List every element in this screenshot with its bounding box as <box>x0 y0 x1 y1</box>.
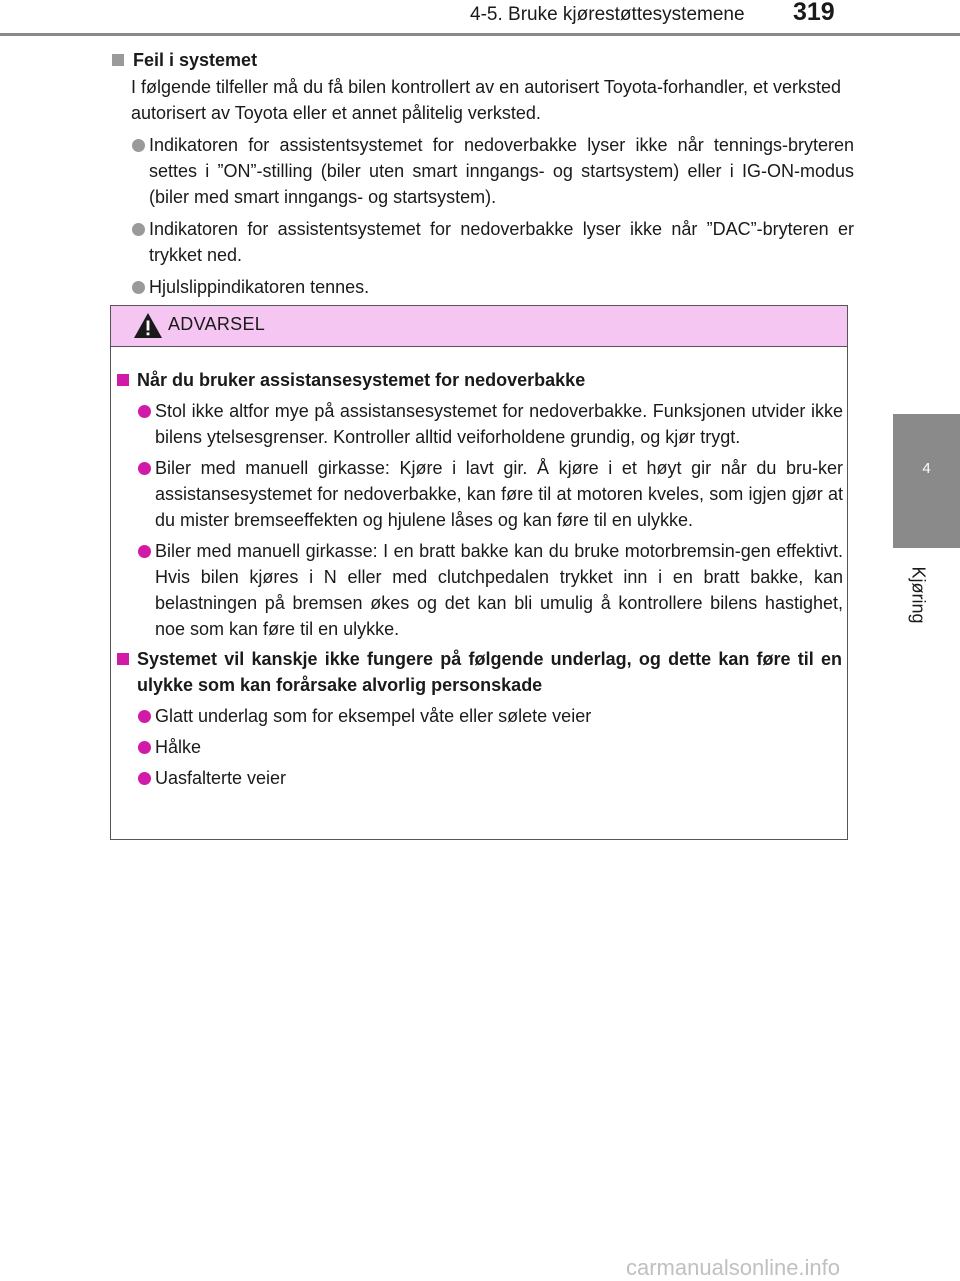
circle-bullet-icon <box>138 772 151 785</box>
warning-subheading-text: Når du bruker assistansesystemet for nedoverbakke <box>137 370 586 390</box>
watermark-link[interactable]: carmanualsonline.info <box>626 1255 841 1280</box>
warning-triangle-icon <box>133 312 163 339</box>
list-item-text: Indikatoren for assistentsystemet for nedoverbakke lyser ikke når ”DAC”-bryteren er trykket ned. <box>149 219 854 265</box>
warning-list-item-text: Hålke <box>155 737 202 757</box>
page-number: 319 <box>793 0 835 26</box>
list-item <box>112 216 854 268</box>
warning-header <box>111 306 847 347</box>
square-bullet-icon <box>117 653 129 665</box>
circle-bullet-icon <box>132 139 145 152</box>
warning-list-item <box>117 455 843 533</box>
warning-box <box>110 305 848 840</box>
chapter-label-box <box>908 560 928 630</box>
warning-subheading-text: Systemet vil kanskje ikke fungere på følgende underlag, og dette kan føre til en ulykke som kan forårsake alvorlig personskade <box>137 649 842 695</box>
circle-bullet-icon <box>138 405 151 418</box>
circle-bullet-icon <box>138 462 151 475</box>
warning-list-item-text: Biler med manuell girkasse: Kjøre i lavt gir. Å kjøre i et høyt gir når du bru-ker assistansesystemet for nedoverbakke, kan føre til at motoren kveles, som igjen gjør at du mister bremseeffekten og hjulene låses og kan føre til en ulykke. <box>155 458 843 530</box>
warning-list-item <box>117 398 843 450</box>
section-heading <box>112 46 854 74</box>
circle-bullet-icon <box>138 545 151 558</box>
square-bullet-icon <box>112 54 124 66</box>
section-heading-text: Feil i systemet <box>133 50 258 70</box>
circle-bullet-icon <box>132 281 145 294</box>
warning-list-item <box>117 734 843 760</box>
intro-paragraph: I følgende tilfeller må du få bilen kontrollert av en autorisert Toyota-forhandler, et verksted autorisert av Toyota eller et annet pålitelig verksted. <box>131 77 842 123</box>
warning-list-item <box>117 703 843 729</box>
warning-list-item <box>117 765 843 791</box>
chapter-label: Kjøring <box>908 566 929 624</box>
circle-bullet-icon <box>138 710 151 723</box>
chapter-number: 4 <box>922 460 931 477</box>
list-item <box>112 274 854 300</box>
warning-list-item-text: Glatt underlag som for eksempel våte eller sølete veier <box>155 706 592 726</box>
warning-subheading <box>117 646 842 698</box>
list-item-text: Indikatoren for assistentsystemet for nedoverbakke lyser ikke når tennings-bryteren settes i ”ON”-stilling (biler uten smart inngangs- og startsystem) eller i IG-ON-modus (biler med smart inngangs- og startsystem). <box>149 135 854 207</box>
warning-body <box>111 347 847 791</box>
chapter-tab <box>893 414 960 548</box>
header-divider <box>0 33 960 36</box>
warning-list-item <box>117 538 843 642</box>
warning-list-item-text: Uasfalterte veier <box>155 768 287 788</box>
square-bullet-icon <box>117 374 129 386</box>
warning-list-item-text: Biler med manuell girkasse: I en bratt bakke kan du bruke motorbremsin-gen effektivt. Hvis bilen kjøres i N eller med clutchpedalen trykket inn i en bratt bakke, kan belastningen på bremsen økes og det kan bli umulig å kontrollere bilens hastighet, noe som kan føre til en ulykke. <box>155 541 843 639</box>
list-item <box>112 132 854 210</box>
section-title: 4-5. Bruke kjørestøttesystemene <box>470 4 745 25</box>
circle-bullet-icon <box>132 223 145 236</box>
warning-title: ADVARSEL <box>168 314 266 334</box>
warning-subheading <box>117 367 842 393</box>
list-item-text: Hjulslippindikatoren tennes. <box>149 277 370 297</box>
main-content <box>112 46 854 300</box>
circle-bullet-icon <box>138 741 151 754</box>
warning-list-item-text: Stol ikke altfor mye på assistansesystemet for nedoverbakke. Funksjonen utvider ikke bilens ytelsesgrenser. Kontroller alltid veiforholdene grundig, og kjør trygt. <box>155 401 843 447</box>
